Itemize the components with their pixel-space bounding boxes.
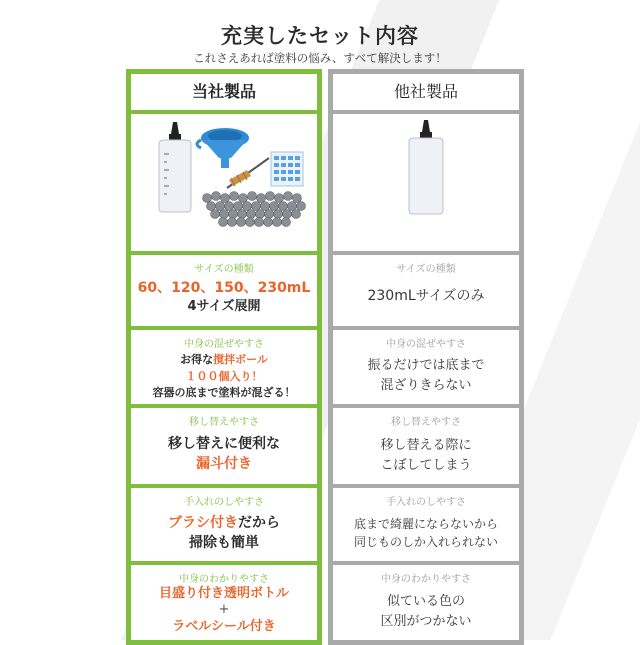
mixing-balls-icon xyxy=(203,192,306,227)
plus-sign: + xyxy=(218,602,230,618)
text: 移し替えに便利な xyxy=(168,436,280,452)
row-body xyxy=(131,586,317,635)
row-body xyxy=(333,356,519,395)
row-size-types xyxy=(131,255,317,330)
page-subtitle: これさえあれば塗料の悩み、すべて解決します！ xyxy=(193,51,447,65)
label-sheet-icon xyxy=(271,152,303,186)
highlight-text: 撹拌ボール xyxy=(213,353,268,366)
our-product-column xyxy=(126,69,322,645)
row-category: 移し替えやすさ xyxy=(391,417,461,428)
highlight-text: １００個入り！ xyxy=(185,369,263,383)
row-category: 移し替えやすさ xyxy=(189,417,259,428)
text: 同じものしか入れられない xyxy=(353,535,498,549)
row-size-types xyxy=(333,255,519,330)
text: 230mLサイズのみ xyxy=(367,288,485,304)
row-content-visibility xyxy=(333,565,519,639)
row-body xyxy=(131,513,317,554)
text: 容器の底まで塗料が混ざる！ xyxy=(152,386,296,399)
row-category: サイズの種類 xyxy=(396,264,456,275)
row-maintenance-ease xyxy=(131,488,317,565)
competitor-product-image xyxy=(333,114,519,255)
highlight-text: ラベルシール付き xyxy=(172,618,276,634)
row-body xyxy=(333,592,519,631)
our-product-illustration xyxy=(131,114,317,251)
text: 移し替える際に xyxy=(380,438,472,453)
row-category: 手入れのしやすさ xyxy=(184,497,264,508)
competitor-product-header: 他社製品 xyxy=(333,74,519,114)
text: お得な xyxy=(180,353,214,366)
row-category: 中身のわかりやすさ xyxy=(179,574,269,585)
bottle-icon xyxy=(409,120,443,214)
competitor-product-illustration xyxy=(333,114,519,251)
row-category: 中身のわかりやすさ xyxy=(381,574,471,585)
size-list: 60、120、150、230mL xyxy=(137,280,311,296)
competitor-product-column xyxy=(328,69,524,645)
text: 掃除も簡単 xyxy=(189,535,259,552)
text: 区別がつかない xyxy=(380,613,472,629)
our-product-header: 当社製品 xyxy=(131,74,317,114)
row-mixing-ease xyxy=(333,330,519,408)
row-category: サイズの種類 xyxy=(194,264,254,275)
row-content-visibility xyxy=(131,565,317,639)
highlight-text: 漏斗付き xyxy=(196,456,252,473)
row-body xyxy=(131,352,317,402)
row-transfer-ease xyxy=(333,408,519,488)
row-category: 中身の混ぜやすさ xyxy=(184,339,264,350)
row-category: 中身の混ぜやすさ xyxy=(386,339,466,350)
row-category: 手入れのしやすさ xyxy=(386,497,466,508)
text: だから xyxy=(238,515,280,531)
text: 振るだけでは底まで xyxy=(367,358,485,373)
text: こぼしてしまう xyxy=(380,457,472,473)
highlight-text: 目盛り付き透明ボトル xyxy=(158,586,289,601)
text: 混ざりきらない xyxy=(380,377,472,393)
bottle-icon xyxy=(159,122,191,212)
row-body xyxy=(333,515,519,551)
row-body xyxy=(131,279,317,315)
row-maintenance-ease xyxy=(333,488,519,565)
funnel-icon xyxy=(197,128,249,168)
row-mixing-ease xyxy=(131,330,317,408)
row-transfer-ease xyxy=(131,408,317,488)
highlight-text: ブラシ付き xyxy=(168,515,238,531)
row-body xyxy=(333,287,519,306)
size-count: 4サイズ展開 xyxy=(187,298,261,314)
text: 底まで綺麗にならないから xyxy=(353,517,498,531)
page-title: 充実したセット内容 xyxy=(221,24,419,48)
our-product-image xyxy=(131,114,317,255)
brush-icon xyxy=(227,158,269,188)
row-body xyxy=(333,436,519,475)
text: 似ている色の xyxy=(386,594,465,609)
row-body xyxy=(131,434,317,475)
